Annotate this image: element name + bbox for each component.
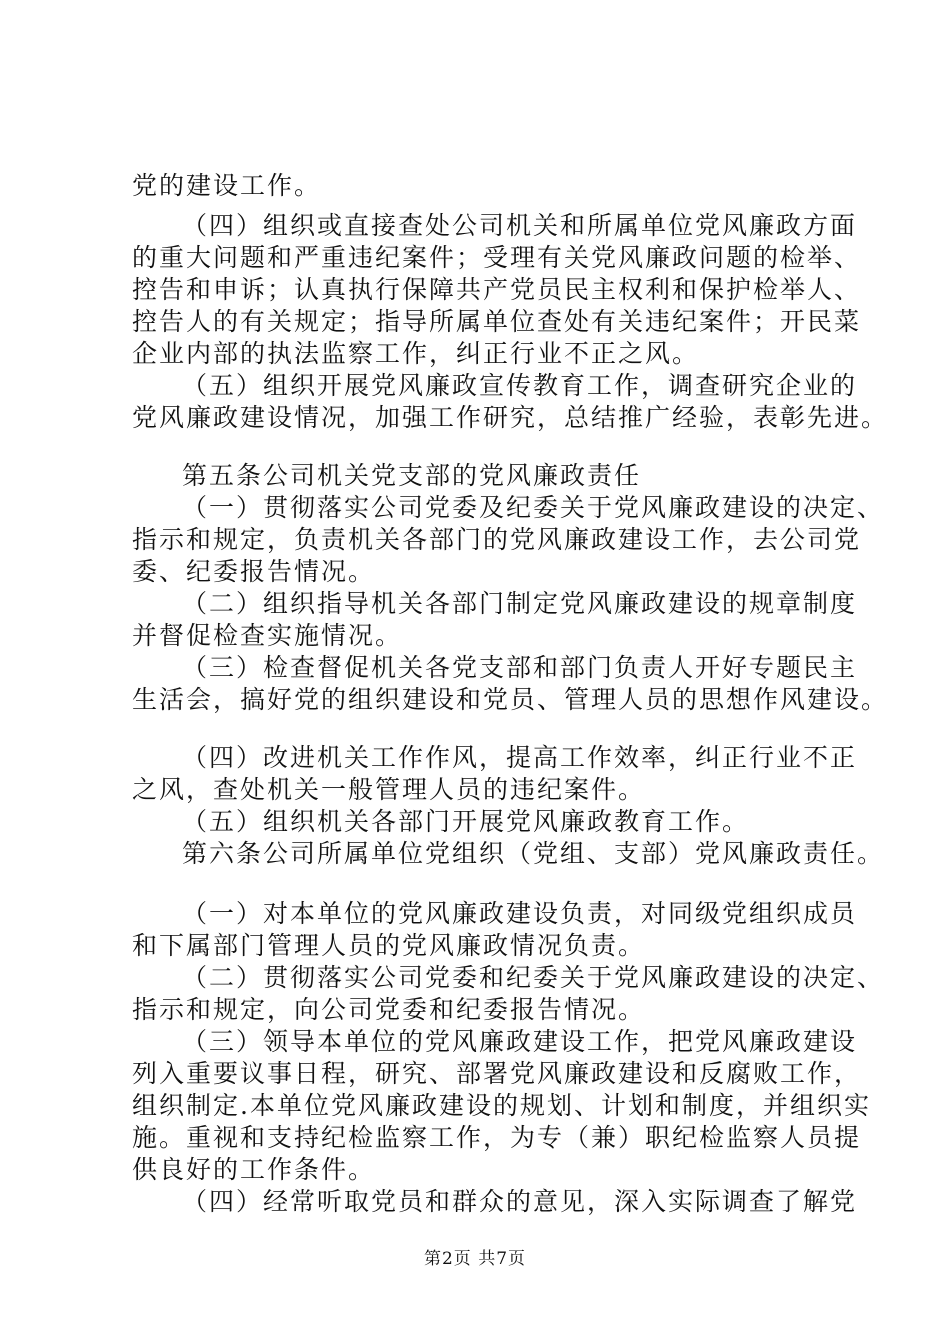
text-line: 的重大问题和严重违纪案件；受理有关党风廉政问题的检举、 <box>132 243 862 272</box>
text-line: 施。重视和支持纪检监察工作，为专（兼）职纪检监察人员提 <box>132 1123 862 1152</box>
text-line: 委、纪委报告情况。 <box>132 557 376 586</box>
text-line: 企业内部的执法监察工作，纠正行业不正之风。 <box>132 339 700 368</box>
section-heading: 第五条公司机关党支部的党风廉政责任 <box>182 461 642 490</box>
text-line: 党的建设工作。 <box>132 171 322 200</box>
text-line: （一）贯彻落实公司党委及纪委关于党风廉政建设的决定、 <box>182 493 885 522</box>
text-line: （四）改进机关工作作风，提高工作效率，纠正行业不正 <box>182 743 858 772</box>
text-line: （四）组织或直接查处公司机关和所属单位党风廉政方面 <box>182 211 858 240</box>
text-line: 供良好的工作条件。 <box>132 1155 376 1184</box>
text-line: 之风，查处机关一般管理人员的违纪案件。 <box>132 775 646 804</box>
page-number-footer: 第2页 共7页 <box>423 1249 527 1269</box>
text-line: （三）检查督促机关各党支部和部门负责人开好专题民主 <box>182 653 858 682</box>
text-line: 党风廉政建设情况，加强工作研究，总结推广经验，表彰先进。 <box>132 403 889 432</box>
text-line: 列入重要议事日程，研究、部署党风廉政建设和反腐败工作， <box>132 1059 862 1088</box>
text-line: 指示和规定，负责机关各部门的党风廉政建设工作，去公司党 <box>132 525 862 554</box>
text-line: （二）贯彻落实公司党委和纪委关于党风廉政建设的决定、 <box>182 963 885 992</box>
text-line: （二）组织指导机关各部门制定党风廉政建设的规章制度 <box>182 589 858 618</box>
text-line: （五）组织开展党风廉政宣传教育工作，调查研究企业的 <box>182 371 858 400</box>
text-line: （五）组织机关各部门开展党风廉政教育工作。 <box>182 807 750 836</box>
text-line: 组织制定.本单位党风廉政建设的规划、计划和制度，并组织实 <box>132 1091 871 1120</box>
text-line: （一）对本单位的党风廉政建设负责，对同级党组织成员 <box>182 899 858 928</box>
text-line: （三）领导本单位的党风廉政建设工作，把党风廉政建设 <box>182 1027 858 1056</box>
text-line: 并督促检查实施情况。 <box>132 621 403 650</box>
text-line: 控告和申诉；认真执行保障共产党员民主权利和保护检举人、 <box>132 275 862 304</box>
text-line: 控告人的有关规定；指导所属单位查处有关违纪案件；开民菜 <box>132 307 862 336</box>
text-line: （四）经常听取党员和群众的意见，深入实际调查了解党 <box>182 1187 858 1216</box>
text-line: 生活会，搞好党的组织建设和党员、管理人员的思想作风建设。 <box>132 685 889 714</box>
text-line: 指示和规定，向公司党委和纪委报告情况。 <box>132 995 646 1024</box>
section-heading: 第六条公司所属单位党组织（党组、支部）党风廉政责任。 <box>182 839 885 868</box>
text-line: 和下属部门管理人员的党风廉政情况负责。 <box>132 931 646 960</box>
